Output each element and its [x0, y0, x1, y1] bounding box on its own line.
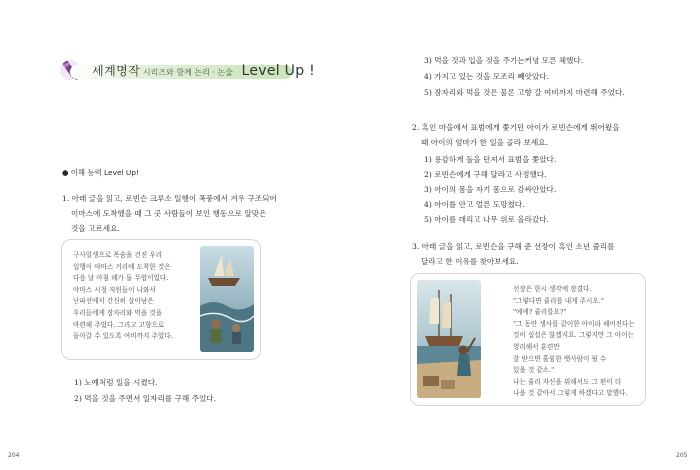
passage-line: 잘 받으면 훌륭한 뱃사람이 될 수: [513, 354, 607, 363]
option-item: 5) 잠자리와 먹을 것은 물론 고향 갈 여비까지 마련해 주었다.: [424, 88, 625, 97]
question-2-options: [424, 152, 556, 227]
passage-line: 영리해서 훈련만: [513, 342, 560, 351]
question-line: 때 아이의 엄마가 한 일을 골라 보세요.: [421, 138, 548, 147]
question-2: [412, 120, 620, 150]
option-item: 3) 아이의 몸을 자기 몸으로 감싸안았다.: [424, 185, 557, 194]
passage-line: "그 동안 생사를 같이한 아이라 헤어진다는: [513, 319, 635, 328]
passage-line: 구사일생으로 목숨을 건진 우리: [73, 251, 163, 259]
passage-line: 난파선에서 간신히 살아남은: [73, 297, 154, 306]
option-item: 3) 먹을 것과 입을 것을 주기는커녕 모른 체했다.: [424, 56, 584, 65]
header-banner: [58, 58, 316, 84]
passage-box-3: [410, 273, 646, 406]
passage-line: 선장은 한시 생각에 잠겼다.: [513, 285, 592, 293]
passage-line: 나는 쥴리 자신을 위해서도 그 편이 더: [513, 377, 622, 386]
passage-line: 우리들에게 잠자리와 먹을 것을: [73, 308, 163, 317]
page-number-right: 205: [676, 452, 688, 459]
passage-line: 것이 섭섭은 않겠지요. 그렇지만 그 아이는: [513, 331, 634, 340]
ship-and-boy-illustration: [417, 280, 481, 398]
passage-line: 다음 날 아침 해가 둘 무렵이었다.: [73, 274, 169, 283]
passage-line: "예에? 쥴리를요?": [513, 308, 567, 317]
question-line: 달라고 한 이유를 찾아보세요.: [421, 257, 519, 266]
option-item: 1) 노예처럼 일을 시켰다.: [74, 378, 158, 387]
option-item: 2) 먹을 것을 주면서 일자리를 구해 주었다.: [74, 394, 217, 403]
page-number-left: 204: [8, 452, 20, 459]
option-item: 2) 로빈슨에게 구해 달라고 사정했다.: [424, 170, 547, 179]
question-1-options: [74, 375, 216, 407]
question-line: 2. 흑인 마을에서 표범에게 쫓기던 아이가 로빈슨에게 뛰어왔을: [412, 123, 620, 132]
shipwreck-illustration: [200, 246, 254, 352]
passage-line: 돌아갈 수 있도록 여비까지 주었다.: [73, 332, 173, 341]
page-title: [92, 62, 315, 79]
question-line: 이마스에 도착했을 때 그 곳 사람들이 보인 행동으로 알맞은: [71, 209, 267, 218]
option-item: 1) 용감하게 돌을 던져서 표범을 쫓았다.: [424, 155, 557, 164]
passage-text: [513, 284, 635, 400]
section-heading: ● 이해 능력 Level Up!: [62, 168, 139, 177]
question-line: 3. 아래 글을 읽고, 로빈슨을 구해 준 선장이 흑인 소년 쥴리를: [412, 242, 615, 251]
passage-line: 일행이 야마스 거리에 도착한 것은: [73, 262, 171, 271]
passage-line: 나을 것 같아서 그렇게 하겠다고 말했다.: [513, 389, 628, 398]
passage-line: 야마스 시청 직원들이 나와서: [73, 285, 156, 294]
question-line: 1. 아래 글을 읽고, 로빈슨 크루소 일행이 폭풍에서 겨우 구조되어: [62, 194, 277, 203]
option-item: 4) 가지고 있는 것을 모조리 빼앗았다.: [424, 72, 549, 81]
passage-line: 있을 것 같소.": [513, 366, 555, 375]
passage-box-1: [61, 239, 261, 360]
question-1: [62, 191, 277, 236]
option-item: 4) 아이를 안고 얼른 도망쳤다.: [424, 200, 525, 209]
title-level: Level Up !: [241, 63, 316, 79]
passage-line: "그렇다면 쥴리를 내게 주시오.": [513, 296, 604, 305]
option-item: 5) 아이를 데리고 나무 위로 올라갔다.: [424, 215, 549, 224]
question-3: [412, 239, 615, 269]
title-prefix: 세계명작: [92, 64, 141, 78]
passage-text: [73, 250, 173, 343]
question-1-options-cont: [424, 53, 625, 101]
question-line: 것을 고르세요.: [71, 224, 120, 233]
passage-line: 마련해 주었다. 그리고 고향으로: [73, 320, 165, 329]
title-middle: 시리즈와 함께 논리 · 논술: [142, 68, 233, 77]
